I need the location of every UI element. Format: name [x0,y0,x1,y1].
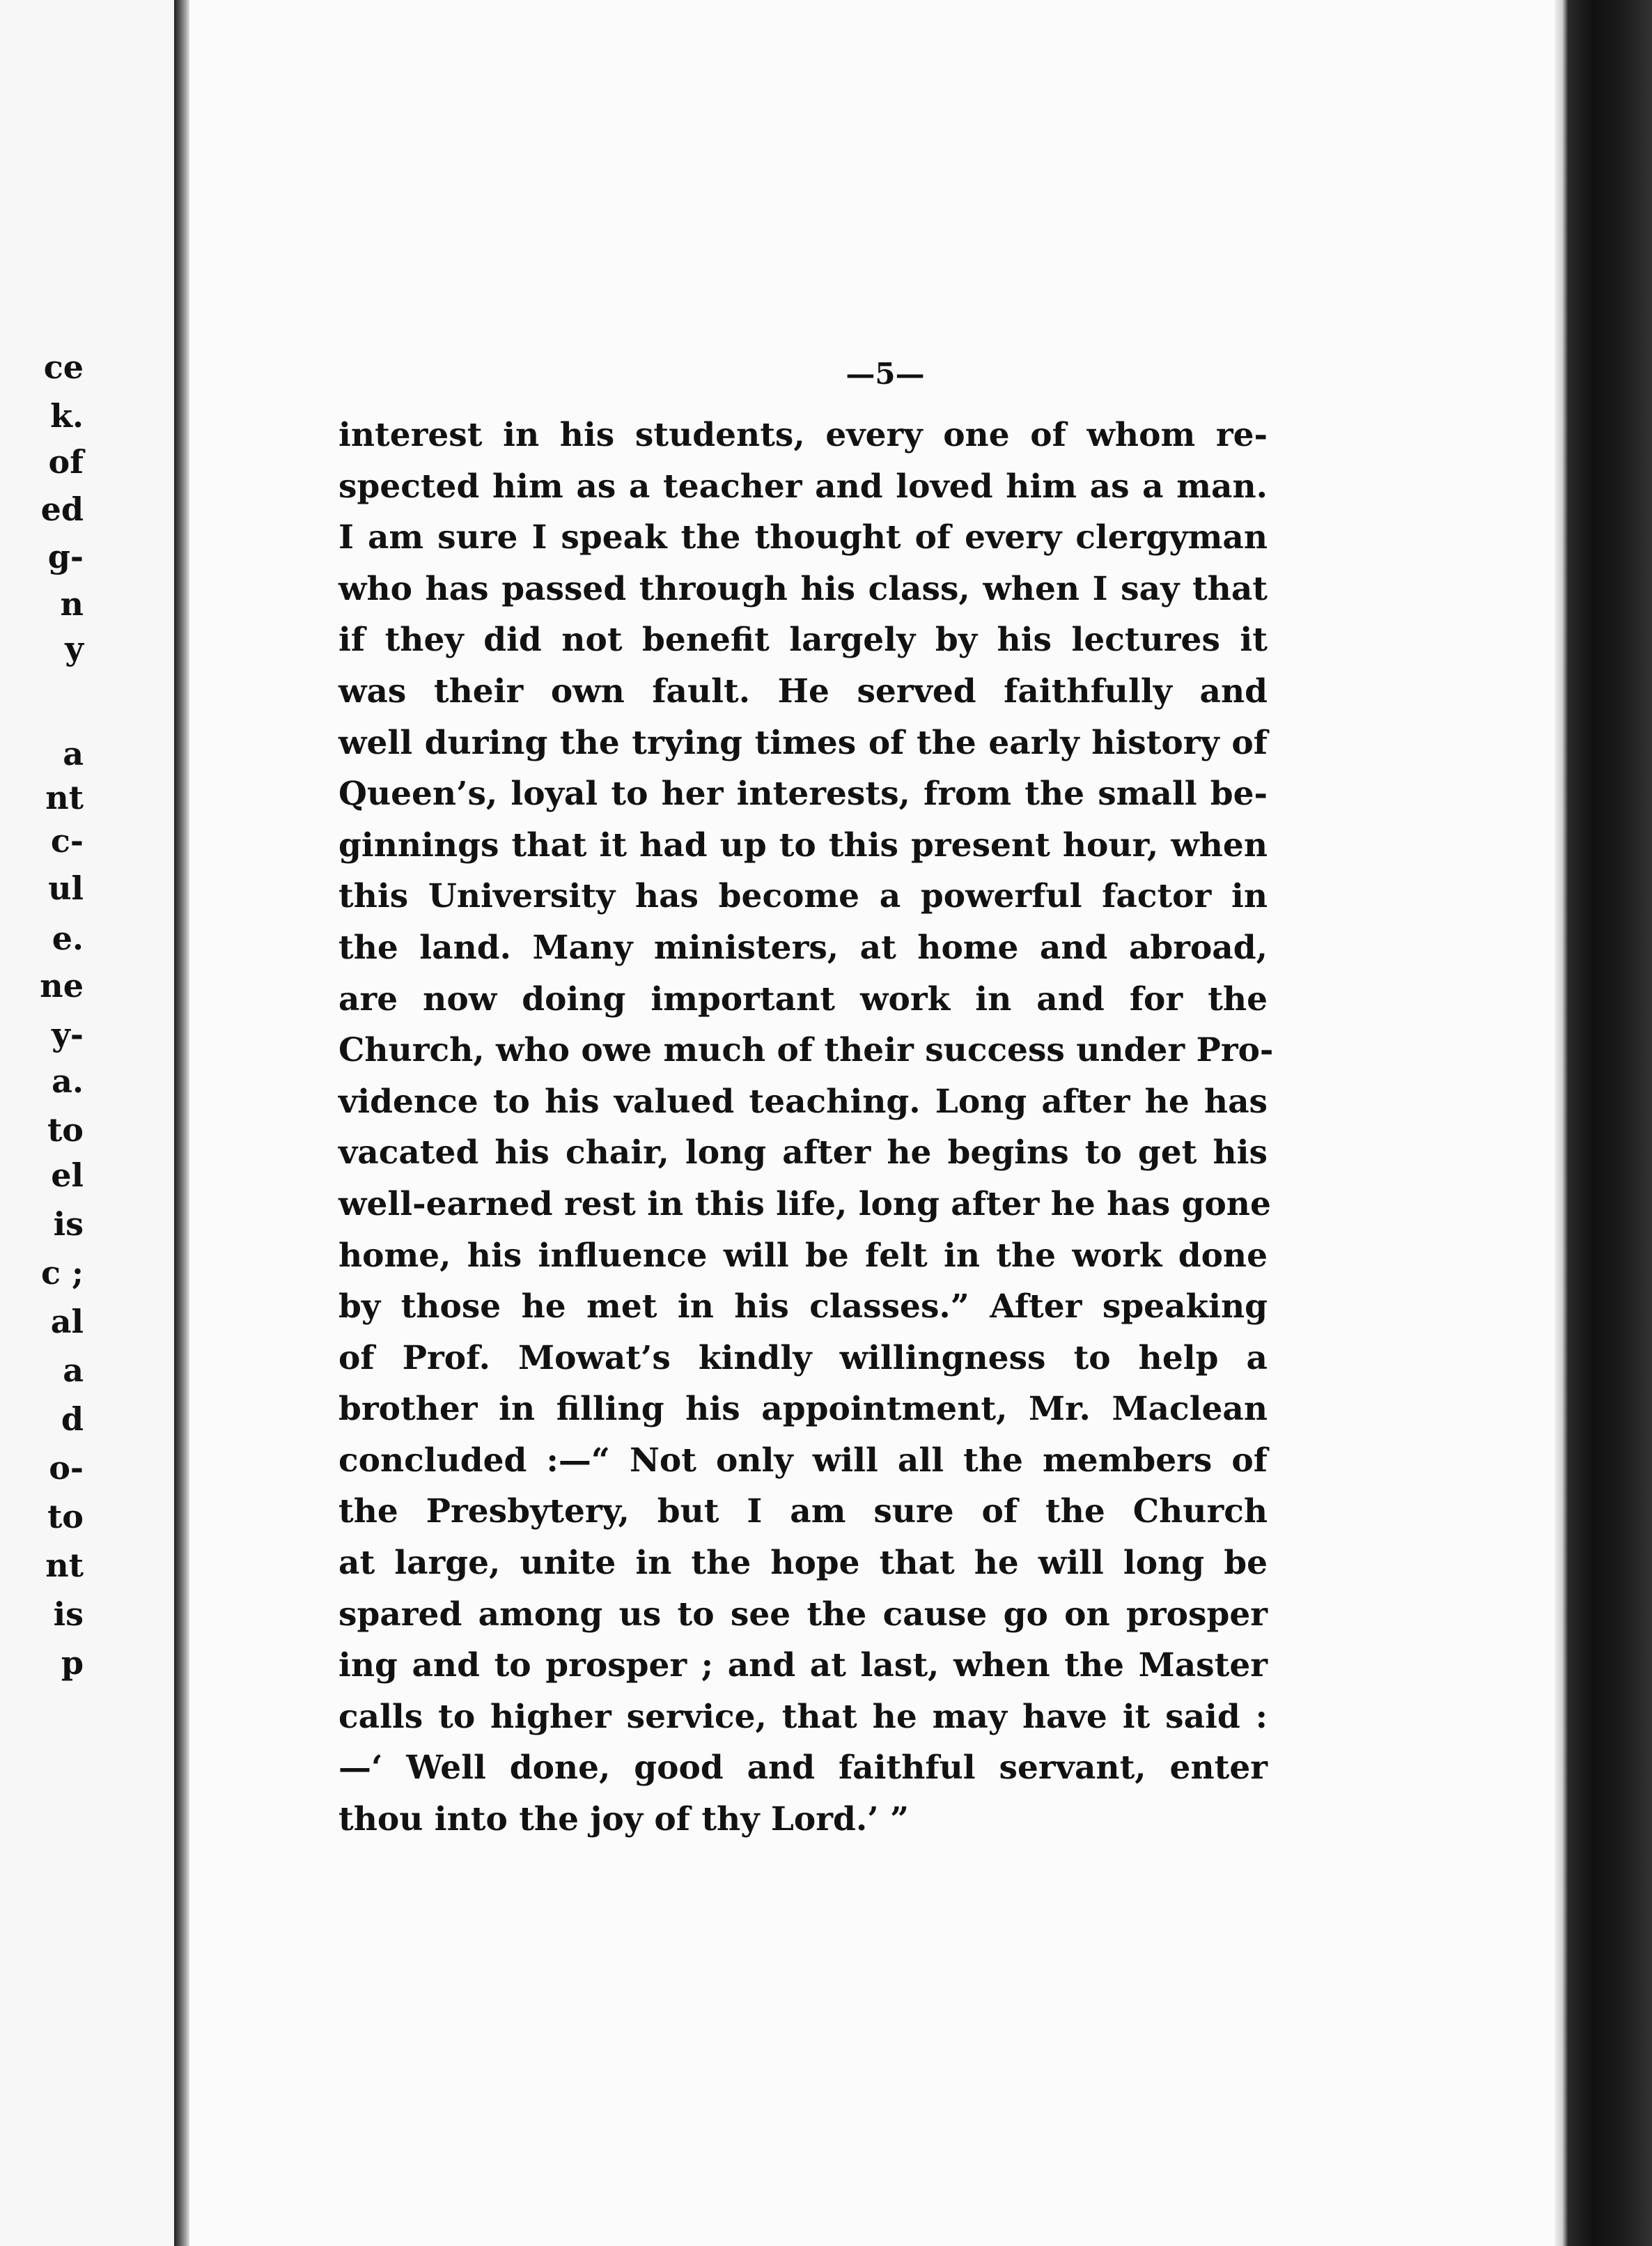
facing-page-fragment: p [61,1644,84,1682]
text-line: vacated his chair, long after he begins to get his [338,1133,1268,1172]
page-number-row [0,357,1652,391]
facing-page-fragment: c ; [40,1254,84,1292]
facing-page-fragment: to [47,1111,84,1149]
text-line: spected him as a teacher and loved him as a man. [338,467,1268,506]
facing-page-fragment: e. [52,920,84,957]
text-line: by those he met in his classes.” After speaking [338,1287,1268,1326]
facing-page-fragment: el [51,1156,84,1194]
facing-page-fragment: ne [40,967,84,1005]
text-line: interest in his students, every one of whom re- [338,416,1268,454]
text-line: spared among us to see the cause go on prosper [338,1595,1268,1634]
book-gutter [174,0,189,2246]
text-line: of Prof. Mowat’s kindly willingness to help a [338,1338,1268,1377]
text-line: ing and to prosper ; and at last, when the Master [338,1646,1268,1685]
facing-page-fragment: to [47,1498,84,1535]
facing-page-fragment: a [63,735,84,773]
page-edge [1554,0,1652,2246]
facing-page-fragment: ce [43,348,84,386]
text-line: calls to higher service, that he may have it said : [338,1697,1268,1736]
text-line: well-earned rest in this life, long after he has gone [338,1184,1271,1223]
facing-page-fragment: g- [47,538,84,575]
text-line: ginnings that it had up to this present hour, when [338,826,1268,865]
facing-page-fragment: is [53,1595,84,1633]
text-line: I am sure I speak the thought of every clergyman [338,518,1268,557]
facing-page-fragment: of [48,443,84,481]
text-line: Queen’s, loyal to her interests, from the small be- [338,775,1268,814]
text-line: the Presbytery, but I am sure of the Church [338,1492,1268,1531]
facing-page-fragment: n [60,585,84,623]
facing-page-fragment: al [50,1303,84,1340]
text-line: home, his influence will be felt in the work done [338,1236,1268,1275]
facing-page-fragment: is [53,1205,84,1243]
facing-page [0,0,182,2246]
text-line: the land. Many ministers, at home and abroad, [338,928,1268,967]
text-line: vidence to his valued teaching. Long after he has [338,1082,1268,1121]
page-number: —5— [846,357,925,391]
text-line: if they did not benefit largely by his lectures it [338,621,1268,660]
facing-page-fragment: c- [50,822,84,860]
text-line: —‘ Well done, good and faithful servant, enter [338,1749,1268,1788]
facing-page-fragment: ed [40,490,84,528]
text-line: was their own fault. He served faithfully and [338,672,1268,711]
facing-page-fragment: y- [52,1016,84,1053]
text-line: thou into the joy of thy Lord.’ ” [338,1800,910,1839]
facing-page-fragment: d [61,1400,84,1438]
text-line: at large, unite in the hope that he will long be [338,1544,1268,1583]
facing-page-fragment: a. [52,1062,84,1100]
text-line: are now doing important work in and for the [338,979,1268,1019]
body-text [338,410,1274,1845]
text-line: brother in filling his appointment, Mr. Maclean [338,1390,1268,1429]
text-line: Church, who owe much of their success under Pro- [338,1031,1274,1070]
facing-page-fragment: o- [49,1449,84,1487]
facing-page-fragment: k. [50,397,84,435]
facing-page-fragment: ul [48,869,84,907]
text-line: well during the trying times of the early history of [338,723,1268,762]
facing-page-fragment: nt [45,779,84,816]
facing-page-fragment: nt [45,1547,84,1584]
text-line: concluded :—“ Not only will all the members of [338,1441,1268,1480]
text-line: this University has become a powerful factor in [338,877,1268,916]
facing-page-fragment: y [65,630,84,667]
text-line: who has passed through his class, when I say that [338,569,1268,608]
facing-page-fragment: a [63,1352,84,1389]
